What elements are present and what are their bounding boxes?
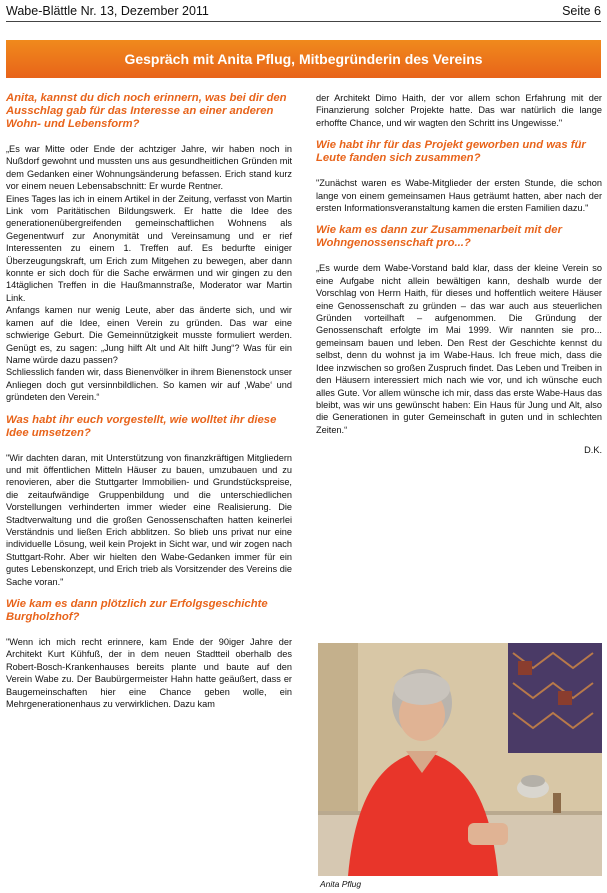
answer-1-paragraph-2: Eines Tages las ich in einem Artikel in der Zeitung, verfasst von Martin Link vom Paritätischen Bildungswerk. Er hatte die Idee des generationenübergreifenden gemeinschaftlichen Wohnens als Gegenentwurf zur Anonymität und Vereinsamung und er rief Interessenten zu einem 1. Treffen auf. Es bedurfte einiger Überzeugungskraft, um Erich zum Mitgehen zu bewegen, aber dann konnte er sich doch für die Sache erwärmen und wir gingen zu den 14täglichen Treffen in die Haußmannstraße, Moderator war Martin Link. (6, 193, 292, 303)
question-1: Anita, kannst du dich noch erinnern, was bei dir den Ausschlag gab für das Interesse an einer anderen Wohn- und Lebensform? (6, 92, 287, 130)
answer-3-continued: der Architekt Dimo Haith, der vor allem schon Erfahrung mit der Finanzierung solcher Projekte hatte. Das war natürlich die lange erhoffte Chance, und wir wagten den Schritt ins Ungewisse." (316, 93, 602, 128)
answer-4: "Zunächst waren es Wabe-Mitglieder der ersten Stunde, die schon lange von einem gemeinsamen Haus geträumt hatten, aber nach der ersten Informationsveranstaltung kamen die ersten Familien dazu." (316, 178, 602, 214)
page-number: Seite 6 (562, 4, 601, 18)
header-rule (6, 21, 601, 22)
article-title: Gespräch mit Anita Pflug, Mitbegründerin des Vereins (124, 51, 483, 67)
page-header (6, 2, 601, 22)
answer-1-paragraph-1: „Es war Mitte oder Ende der achtziger Jahre, wir haben noch in Nußdorf gewohnt und mussten uns aus gesundheitlichen Gründen mit dem Gedanken einer Wohnungsänderung befassen. Erich stand kurz vor einem neuen Lebensabschnitt: Er wurde Rentner. (6, 144, 292, 192)
question-2: Was habt ihr euch vorgestellt, wie wolltet ihr diese Idee umsetzen? (6, 413, 277, 439)
portrait-photo (318, 643, 602, 876)
question-5: Wie kam es dann zur Zusammenarbeit mit der Wohngenossenschaft pro...? (316, 224, 562, 250)
answer-5: „Es wurde dem Wabe-Vorstand bald klar, dass der kleine Verein so eine Aufgabe nicht allein bewältigen kann, deshalb wurde der Vorschlag von Herrn Haith, für dieses und hoffentlich weitere Häuser eine Genossenschaft zu gründen – das war auch aus steuerlichen Gründen vorteilhaft – aufgenommen. Die Gründung der Genossenschaft erfolgte im Mai 1999. Wir nannten sie pro... gemeinsam bauen und leben. Den Rest der Geschichte kennst du selbst, denn du wohnst ja im Wabe-Haus. Ich freue mich, dass die Idee inzwischen so großen Zuspruch findet. Das Leben und Treiben in den Häusern interessiert mich nach wie vor, und ich wünsche euch alles Gute. Vor allem wünsche ich mir, dass das erste Wabe-Haus das bleibt, was wir uns gewünscht haben: Ein Haus für Jung und Alt, also die Generationen in guter Gemeinschaft in guten und in schlechten Zeiten.“ (316, 263, 602, 435)
portrait-illustration (318, 643, 602, 876)
left-column (6, 92, 292, 710)
answer-1-paragraph-4: Schliesslich fanden wir, dass Bienenvölker in ihrem Bienenstock unser Anliegen doch gut versinnbildlichen. So kamen wir auf ‚Wabe‘ und gründeten den Verein.“ (6, 367, 292, 403)
publication-title: Wabe-Blättle Nr. 13, Dezember 2011 (6, 4, 209, 18)
question-3: Wie kam es dann plötzlich zur Erfolgsgeschichte Burgholzhof? (6, 598, 268, 623)
photo-caption: Anita Pflug (320, 879, 362, 889)
answer-3: "Wenn ich mich recht erinnere, kam Ende der 90iger Jahre der Architekt Kurt Kühfuß, der in dem neuen Stadtteil oberhalb des Robert-Bosch-Krankenhauses bereits plante und baute auf den Verein Wabe zu. Der Baubürgermeister Hahn hatte geäußert, dass er Baugemeinschaften hier eine Chance geben wolle, ein Mehrgenerationenhaus zu verwirklichen. Dazu kam (6, 637, 292, 710)
question-4: Wie habt ihr für das Projekt geworben und was für Leute fanden sich zusammen? (316, 139, 586, 165)
answer-2: "Wir dachten daran, mit Unterstützung von finanzkräftigen Mitgliedern und mit öffentlichen Mitteln Häuser zu bauen, umzubauen und zu renovieren, aber die Stuttgarter Immobilien- und Grundstückspreise, die zeitaufwändige Gruppenbildung und die unterschiedlichen Vorstellungen verhinderten immer wieder eine Realisierung. Die Stadtverwaltung und die großen Genossenschaften hatten keinerlei Verständnis und ließen Erich abblitzen. So blieb uns privat nur eine individuelle Lösung, weil kein Projekt in Sicht war, und wir zogen nach Stuttgart-Rohr. Aber wir hielten den Wabe-Gedanken immer für ein gutes Lebenskonzept, und Erich trieb als Vorsitzender des Vereins die Sache voran." (6, 452, 292, 587)
right-column (316, 92, 602, 457)
answer-1-paragraph-3: Anfangs kamen nur wenig Leute, aber das änderte sich, und wir kamen auf die Idee, einen Verein zu gründen. Das war eine schwierige Geburt. Die Gemeinnützigkeit musste formuliert werden. Genügt es, zu sagen: „Jung hilft Alt und Alt hilft Jung“? Was für ein Name würde dazu passen? (6, 305, 292, 365)
article-banner (6, 40, 601, 78)
author-signature: D.K. (584, 445, 602, 456)
